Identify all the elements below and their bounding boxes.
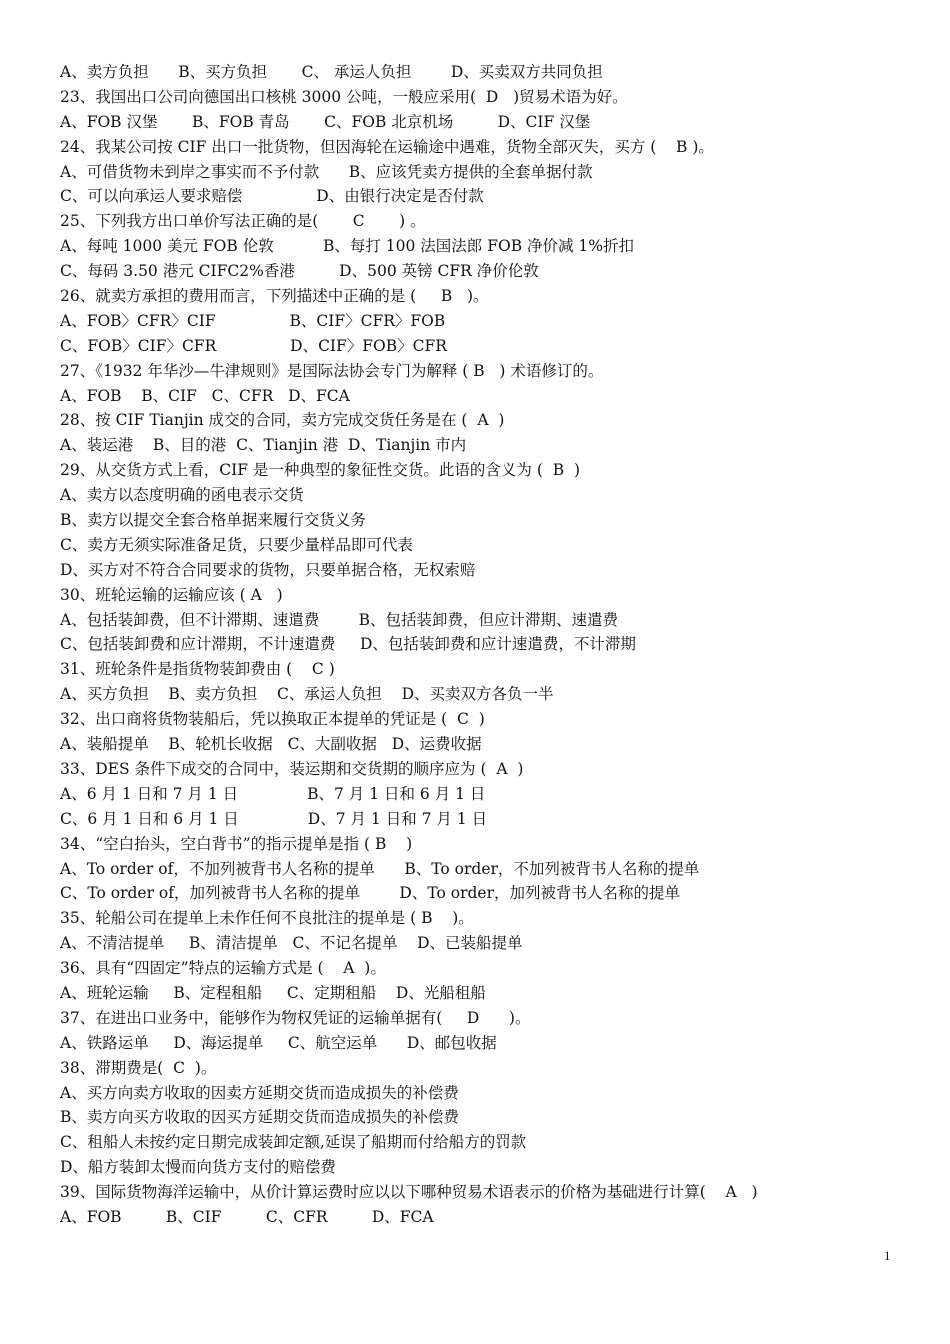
text-line: 24、我某公司按 CIF 出口一批货物，但因海轮在运输途中遇难，货物全部灭失，买方 ( B )。 [60,137,714,156]
text-line: 35、轮船公司在提单上未作任何不良批注的提单是 ( B )。 [60,909,474,928]
text-line: A、班轮运输 B、定程租船 C、定期租船 D、光船租船 [60,983,486,1002]
text-line: A、卖方负担 B、买方负担 C、 承运人负担 D、买卖双方共同负担 [60,63,603,81]
text-line: A、FOB B、CIF C、CFR D、FCA [60,1207,434,1226]
text-line: 31、班轮条件是指货物装卸费由 ( C ) [60,660,335,679]
text-line: C、卖方无须实际准备足货，只要少量样品即可代表 [60,535,413,554]
text-line: C、To order of，加列被背书人名称的提单 D、To order，加列被背书人名称的提单 [60,884,680,903]
text-line: A、装运港 B、目的港 C、Tianjin 港 D、Tianjin 市内 [60,436,467,455]
text-line: D、买方对不符合合同要求的货物，只要单据合格，无权索赔 [60,560,476,579]
text-line: A、卖方以态度明确的函电表示交货 [60,486,304,505]
text-line: A、FOB B、CIF C、CFR D、FCA [60,386,350,405]
text-line: 30、班轮运输的运输应该 ( A ) [60,585,283,604]
text-line: A、铁路运单 D、海运提单 C、航空运单 D、邮包收据 [60,1033,497,1052]
text-line: 36、具有“四固定”特点的运输方式是 ( A )。 [60,959,386,978]
text-line: A、不清洁提单 B、清洁提单 C、不记名提单 D、已装船提单 [60,934,523,953]
text-line: 32、出口商将货物装船后，凭以换取正本提单的凭证是 ( C ) [60,710,485,729]
text-line: A、每吨 1000 美元 FOB 伦敦 B、每打 100 法国法郎 FOB 净价减 1%折扣 [60,237,635,256]
text-line: A、可借货物未到岸之事实而不予付款 B、应该凭卖方提供的全套单据付款 [60,162,593,181]
text-line: C、每码 3.50 港元 CIFC2%香港 D、500 英镑 CFR 净价伦敦 [60,262,539,281]
text-line: 29、从交货方式上看，CIF 是一种典型的象征性交货。此语的含义为 ( B ) [60,461,581,480]
text-line: 25、下列我方出口单价写法正确的是( C ) 。 [60,212,426,231]
text-line: C、可以向承运人要求赔偿 D、由银行决定是否付款 [60,187,484,206]
text-line: 37、在进出口业务中，能够作为物权凭证的运输单据有( D )。 [60,1008,531,1027]
text-line: B、卖方向买方收取的因买方延期交货而造成损失的补偿费 [60,1108,459,1127]
text-line: 28、按 CIF Tianjin 成交的合同，卖方完成交货任务是在 ( A ) [60,411,505,430]
text-line: 33、DES 条件下成交的合同中，装运期和交货期的顺序应为 ( A ) [60,759,524,778]
document-body [60,60,920,1230]
text-line: C、6 月 1 日和 6 月 1 日 D、7 月 1 日和 7 月 1 日 [60,809,488,828]
text-line: A、包括装卸费，但不计滞期、速遣费 B、包括装卸费，但应计滞期、速遣费 [60,610,619,629]
text-line: C、包括装卸费和应计滞期，不计速遣费 D、包括装卸费和应计速遣费，不计滞期 [60,635,636,654]
text-line: 38、滞期费是( C )。 [60,1058,217,1077]
text-line: B、卖方以提交全套合格单据来履行交货义务 [60,511,366,530]
text-line: 39、国际货物海洋运输中，从价计算运费时应以以下哪种贸易术语表示的价格为基础进行计算( A ) [60,1183,758,1202]
text-line: A、FOB 汉堡 B、FOB 青岛 C、FOB 北京机场 D、CIF 汉堡 [60,112,591,131]
text-line: 27、《1932 年华沙—牛津规则》是国际法协会专门为解释 ( B ) 术语修订的。 [60,361,604,380]
text-line: 23、我国出口公司向德国出口核桃 3000 公吨，一般应采用( D )贸易术语为好。 [60,87,628,106]
text-line: C、FOB〉CIF〉CFR D、CIF〉FOB〉CFR [60,336,447,355]
text-line: A、6 月 1 日和 7 月 1 日 B、7 月 1 日和 6 月 1 日 [60,784,486,803]
text-line: 34、“空白抬头，空白背书”的指示提单是指 ( B ) [60,834,413,853]
text-line: A、买方向卖方收取的因卖方延期交货而造成损失的补偿费 [60,1083,459,1102]
page-number: 1 [884,1248,891,1263]
text-line: A、买方负担 B、卖方负担 C、承运人负担 D、买卖双方各负一半 [60,685,554,704]
text-line: A、装船提单 B、轮机长收据 C、大副收据 D、运费收据 [60,735,482,754]
text-line: D、船方装卸太慢而向货方支付的赔偿费 [60,1158,336,1177]
text-line: C、租船人未按约定日期完成装卸定额,延误了船期而付给船方的罚款 [60,1133,527,1152]
text-line: A、FOB〉CFR〉CIF B、CIF〉CFR〉FOB [60,311,446,330]
text-line: A、To order of，不加列被背书人名称的提单 B、To order，不加列被背书人名称的提单 [60,859,700,878]
text-line: 26、就卖方承担的费用而言，下列描述中正确的是 ( B )。 [60,287,489,306]
